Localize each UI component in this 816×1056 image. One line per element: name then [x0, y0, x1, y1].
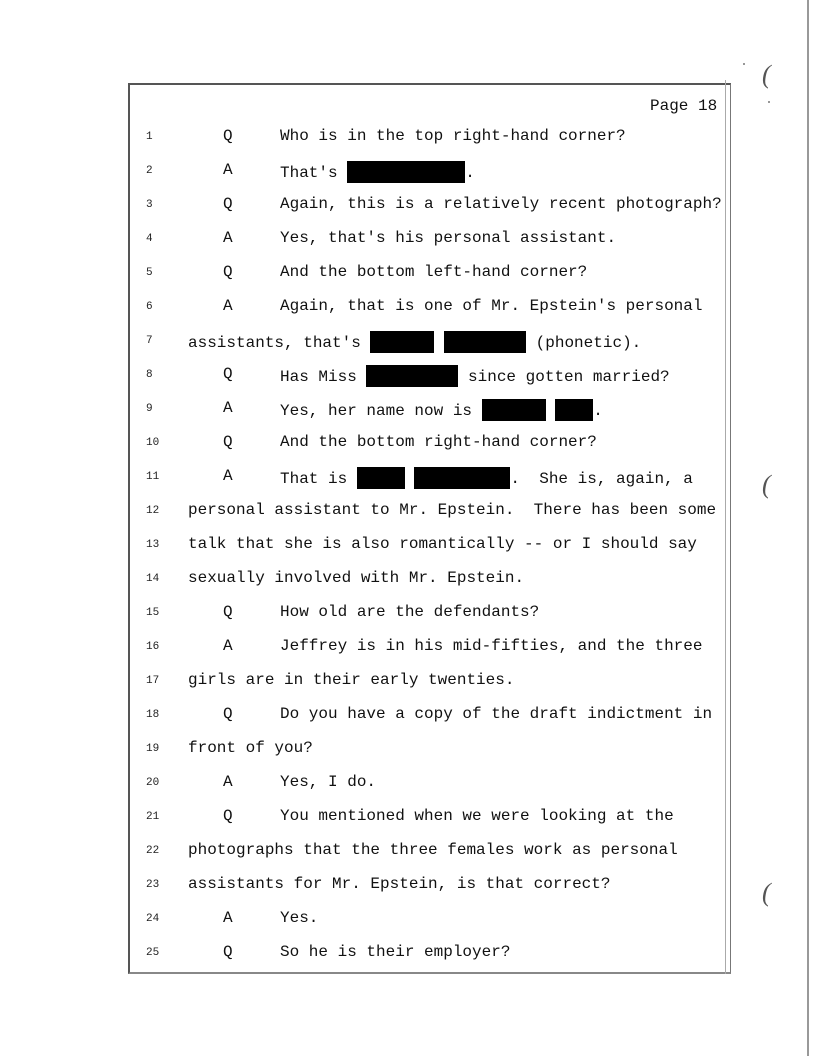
margin-mark-middle: (: [762, 470, 771, 499]
transcript-line: [0, 671, 760, 705]
line-number: 11: [146, 471, 160, 483]
transcript-line: [0, 739, 760, 773]
speaker-label: Q: [223, 807, 233, 825]
transcript-line: [0, 705, 760, 739]
line-text: [280, 603, 539, 621]
text-segment: And the bottom left-hand corner?: [280, 263, 588, 281]
text-segment: Yes, that's his personal assistant.: [280, 229, 617, 247]
line-number: 10: [146, 437, 160, 449]
line-number: 14: [146, 573, 160, 585]
speaker-label: Q: [223, 603, 233, 621]
redaction-block: [370, 331, 434, 353]
line-text: [280, 365, 670, 387]
text-segment: [546, 402, 556, 420]
text-segment: assistants, that's: [188, 334, 371, 352]
line-number: 4: [146, 233, 153, 245]
line-text: [188, 875, 610, 893]
text-segment: front of you?: [188, 739, 313, 757]
line-number: 1: [146, 131, 153, 143]
line-text: [188, 569, 524, 587]
speaker-label: Q: [223, 195, 233, 213]
speaker-label: Q: [223, 263, 233, 281]
transcript-line: [0, 875, 760, 909]
text-segment: Yes, her name now is: [280, 402, 482, 420]
redaction-block: [357, 467, 405, 489]
text-segment: That is: [280, 470, 357, 488]
speaker-label: Q: [223, 365, 233, 383]
text-segment: since gotten married?: [458, 368, 670, 386]
line-text: [188, 501, 716, 519]
transcript-line: [0, 127, 760, 161]
line-text: [280, 399, 603, 421]
transcript-line: [0, 603, 760, 637]
line-text: [280, 467, 693, 489]
speaker-label: Q: [223, 705, 233, 723]
margin-dot: [768, 101, 770, 103]
text-segment: Yes.: [280, 909, 319, 927]
line-number: 16: [146, 641, 160, 653]
transcript-line: [0, 841, 760, 875]
speaker-label: A: [223, 467, 233, 485]
line-number: 5: [146, 267, 153, 279]
margin-mark-top: (: [762, 60, 771, 89]
text-segment: photographs that the three females work as personal: [188, 841, 678, 859]
transcript-line: [0, 773, 760, 807]
redaction-block: [444, 331, 526, 353]
line-text: [280, 433, 597, 451]
text-segment: And the bottom right-hand corner?: [280, 433, 597, 451]
speaker-label: Q: [223, 127, 233, 145]
text-segment: . She is, again, a: [510, 470, 693, 488]
line-text: [188, 331, 641, 353]
line-text: [280, 807, 674, 825]
transcript-line: [0, 433, 760, 467]
speaker-label: A: [223, 161, 233, 179]
line-text: [280, 161, 475, 183]
line-text: [188, 841, 678, 859]
line-number: 6: [146, 301, 153, 313]
speaker-label: A: [223, 399, 233, 417]
line-number: 21: [146, 811, 160, 823]
line-text: [188, 535, 697, 553]
line-number: 20: [146, 777, 160, 789]
redaction-block: [414, 467, 510, 489]
transcript-line: [0, 467, 760, 501]
line-number: 9: [146, 403, 153, 415]
margin-dot: [743, 63, 745, 65]
text-segment: assistants for Mr. Epstein, is that correct?: [188, 875, 611, 893]
line-text: [280, 773, 376, 791]
transcript-line: [0, 229, 760, 263]
line-number: 12: [146, 505, 160, 517]
line-number: 7: [146, 335, 153, 347]
redaction-block: [555, 399, 593, 421]
transcript-line: [0, 365, 760, 399]
line-text: [280, 263, 587, 281]
transcript-line: [0, 195, 760, 229]
margin-mark-bottom: (: [762, 878, 771, 907]
line-number: 2: [146, 165, 153, 177]
line-number: 19: [146, 743, 160, 755]
transcript-line: [0, 909, 760, 943]
transcript-line: [0, 331, 760, 365]
speaker-label: Q: [223, 943, 233, 961]
redaction-block: [347, 161, 465, 183]
line-text: [280, 637, 702, 655]
transcript-line: [0, 807, 760, 841]
text-segment: Yes, I do.: [280, 773, 377, 791]
line-text: [280, 909, 318, 927]
text-segment: You mentioned when we were looking at the: [280, 807, 674, 825]
text-segment: (phonetic).: [526, 334, 642, 352]
line-number: 24: [146, 913, 160, 925]
line-text: [280, 297, 702, 315]
transcript-line: [0, 535, 760, 569]
line-number: 8: [146, 369, 153, 381]
text-segment: How old are the defendants?: [280, 603, 540, 621]
text-segment: [434, 334, 444, 352]
line-text: [280, 705, 712, 723]
text-segment: Jeffrey is in his mid-fifties, and the three: [280, 637, 703, 655]
transcript-line: [0, 943, 760, 977]
speaker-label: A: [223, 773, 233, 791]
transcript-line: [0, 569, 760, 603]
text-segment: [405, 470, 415, 488]
page-edge-line: [807, 0, 809, 1056]
line-number: 22: [146, 845, 160, 857]
line-number: 15: [146, 607, 160, 619]
line-number: 3: [146, 199, 153, 211]
transcript-line: [0, 263, 760, 297]
text-segment: Has Miss: [280, 368, 367, 386]
line-text: [280, 943, 510, 961]
line-text: [188, 671, 514, 689]
speaker-label: Q: [223, 433, 233, 451]
redaction-block: [366, 365, 458, 387]
transcript-line: [0, 297, 760, 331]
text-segment: sexually involved with Mr. Epstein.: [188, 569, 525, 587]
text-segment: girls are in their early twenties.: [188, 671, 515, 689]
text-segment: talk that she is also romantically -- or I should say: [188, 535, 697, 553]
line-text: [280, 229, 616, 247]
text-segment: Again, this is a relatively recent photograph?: [280, 195, 722, 213]
speaker-label: A: [223, 909, 233, 927]
text-segment: So he is their employer?: [280, 943, 511, 961]
redaction-block: [482, 399, 546, 421]
line-number: 23: [146, 879, 160, 891]
speaker-label: A: [223, 637, 233, 655]
line-number: 17: [146, 675, 160, 687]
line-text: [280, 127, 626, 145]
text-segment: .: [593, 402, 603, 420]
page-number-label: Page 18: [650, 97, 718, 115]
text-segment: .: [465, 164, 475, 182]
text-segment: That's: [280, 164, 348, 182]
line-text: [280, 195, 722, 213]
line-number: 25: [146, 947, 160, 959]
text-segment: personal assistant to Mr. Epstein. There has been some: [188, 501, 717, 519]
transcript-line: [0, 637, 760, 671]
text-segment: Do you have a copy of the draft indictment in: [280, 705, 713, 723]
transcript-line: [0, 501, 760, 535]
text-segment: Who is in the top right-hand corner?: [280, 127, 626, 145]
line-text: [188, 739, 313, 757]
line-number: 13: [146, 539, 160, 551]
transcript-line: [0, 399, 760, 433]
line-number: 18: [146, 709, 160, 721]
text-segment: Again, that is one of Mr. Epstein's personal: [280, 297, 703, 315]
speaker-label: A: [223, 229, 233, 247]
transcript-line: [0, 161, 760, 195]
speaker-label: A: [223, 297, 233, 315]
